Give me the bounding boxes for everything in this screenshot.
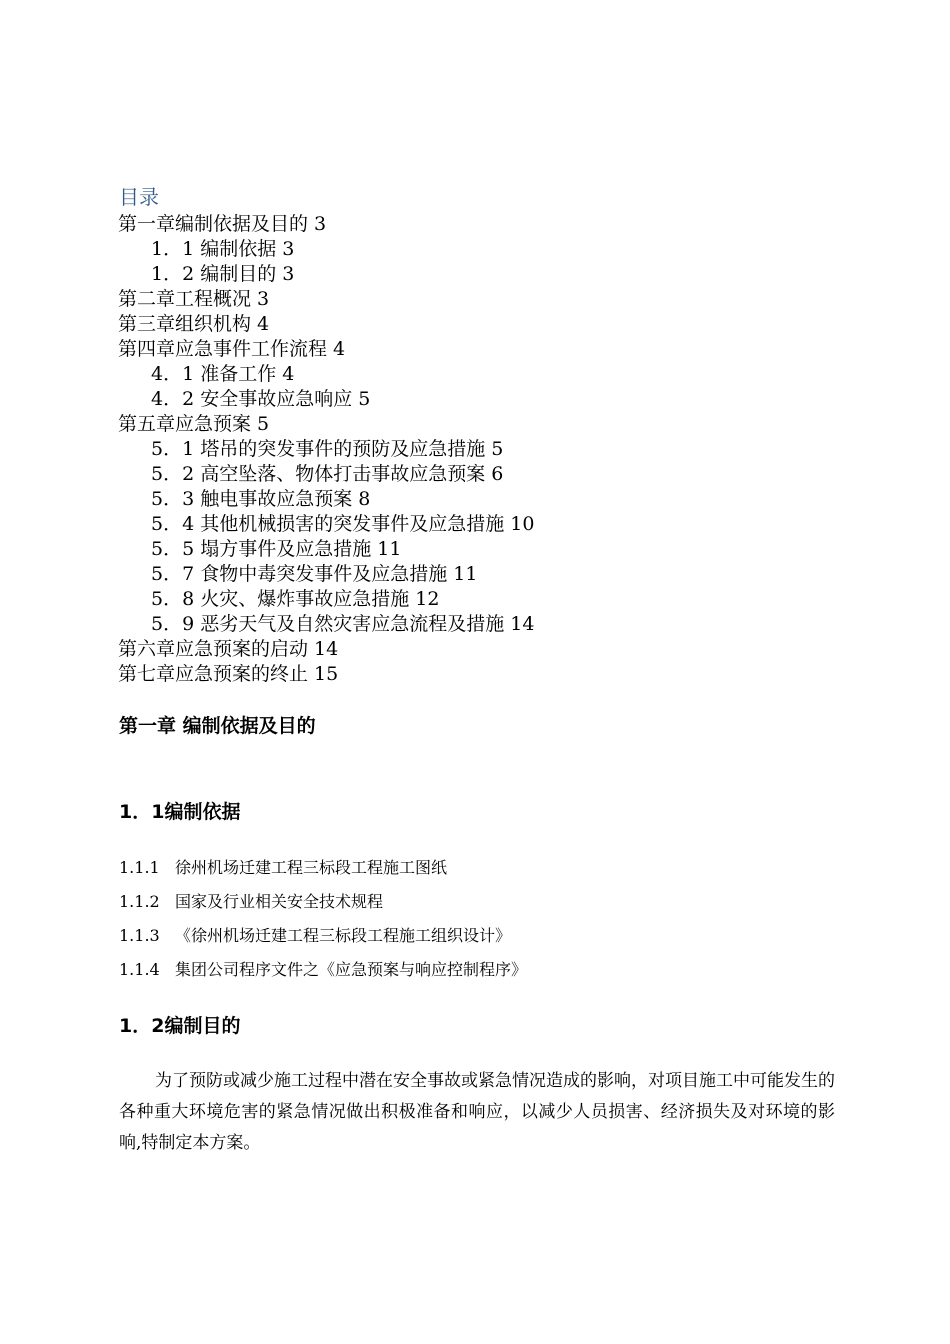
toc-entry[interactable]: 1．1 编制依据 3 [151, 238, 295, 260]
item-number: 1.1.2 [119, 892, 160, 911]
toc-entry[interactable]: 5．1 塔吊的突发事件的预防及应急措施 5 [151, 438, 504, 460]
toc-entry[interactable]: 5．8 火灾、爆炸事故应急措施 12 [151, 588, 440, 610]
list-item [119, 921, 527, 955]
basis-list [119, 853, 527, 989]
chapter-heading: 第一章 编制依据及目的 [119, 715, 316, 737]
toc-entry[interactable]: 5．9 恶劣天气及自然灾害应急流程及措施 14 [151, 613, 535, 635]
toc-entry[interactable]: 4．1 准备工作 4 [151, 363, 295, 385]
item-number: 1.1.1 [119, 858, 160, 877]
section-heading-purpose: 1．2编制目的 [119, 1015, 241, 1037]
item-number: 1.1.4 [119, 960, 160, 979]
item-text: 集团公司程序文件之《应急预案与响应控制程序》 [175, 960, 528, 979]
toc-entry[interactable]: 5．2 高空坠落、物体打击事故应急预案 6 [151, 463, 504, 485]
toc-entry[interactable]: 4．2 安全事故应急响应 5 [151, 388, 371, 410]
toc-entry[interactable]: 第二章工程概况 3 [118, 288, 270, 310]
list-item [119, 853, 527, 887]
item-text: 《徐州机场迁建工程三标段工程施工组织设计》 [175, 926, 512, 945]
item-number: 1.1.3 [119, 926, 160, 945]
item-text: 徐州机场迁建工程三标段工程施工图纸 [175, 858, 448, 877]
toc-entry[interactable]: 5．5 塌方事件及应急措施 11 [151, 538, 402, 560]
toc-title: 目录 [119, 185, 159, 209]
purpose-paragraph: 为了预防或减少施工过程中潜在安全事故或紧急情况造成的影响，对项目施工中可能发生的各种重大环境危害的紧急情况做出积极准备和响应，以减少人员损害、经济损失及对环境的影响,特制定本方案。 [119, 1071, 835, 1153]
list-item [119, 887, 527, 921]
toc-entry[interactable]: 第五章应急预案 5 [118, 413, 270, 435]
toc-entry[interactable]: 第一章编制依据及目的 3 [118, 213, 327, 235]
toc-entry[interactable]: 5．4 其他机械损害的突发事件及应急措施 10 [151, 513, 535, 535]
toc-entry[interactable]: 1．2 编制目的 3 [151, 263, 295, 285]
toc-entry[interactable]: 5．3 触电事故应急预案 8 [151, 488, 371, 510]
toc-entry[interactable]: 第六章应急预案的启动 14 [118, 638, 339, 660]
list-item [119, 955, 527, 989]
section-heading-basis: 1．1编制依据 [119, 801, 241, 823]
toc-entry[interactable]: 第四章应急事件工作流程 4 [118, 338, 346, 360]
toc-entry[interactable]: 第三章组织机构 4 [118, 313, 270, 335]
table-of-contents [118, 212, 534, 687]
toc-entry[interactable]: 第七章应急预案的终止 15 [118, 663, 339, 685]
toc-entry[interactable]: 5．7 食物中毒突发事件及应急措施 11 [151, 563, 478, 585]
item-text: 国家及行业相关安全技术规程 [175, 892, 384, 911]
